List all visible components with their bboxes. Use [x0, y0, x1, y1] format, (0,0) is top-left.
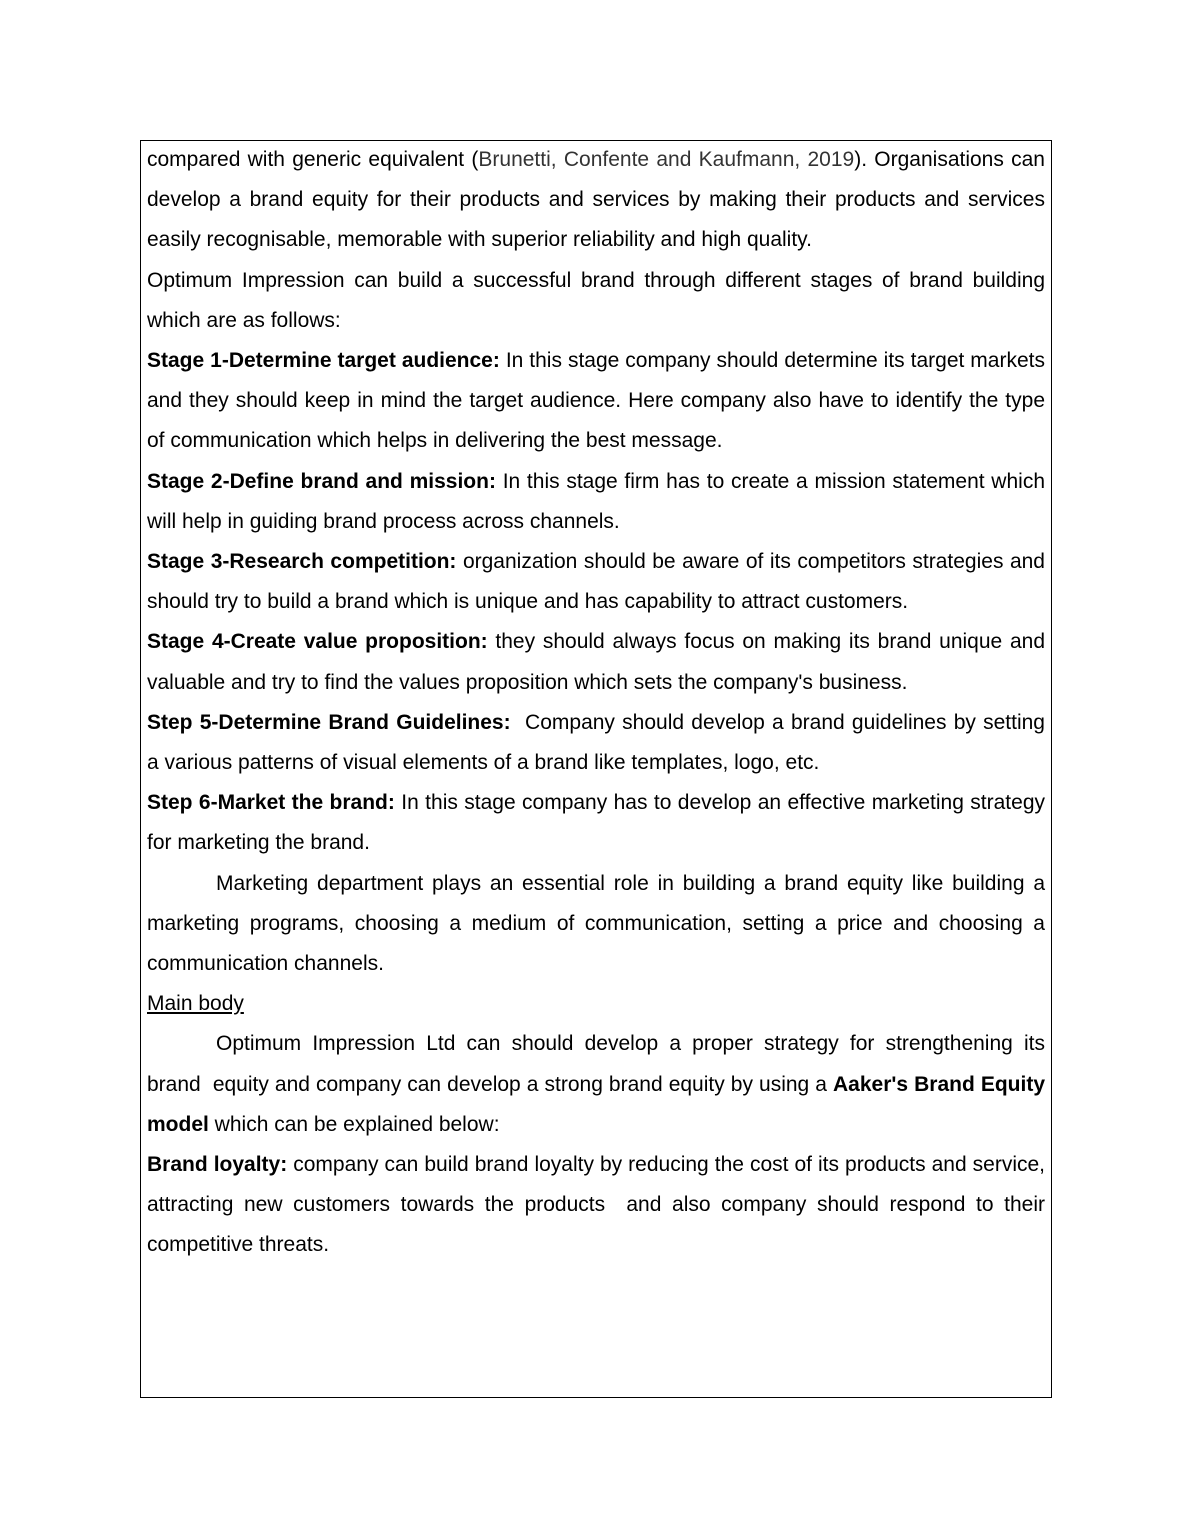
step-6-paragraph	[147, 783, 1045, 863]
paragraph-stages-intro: Optimum Impression can build a successful brand through different stages of brand building which are as follows:	[147, 268, 1045, 332]
step-6-label: Step 6-Market the brand:	[147, 791, 395, 815]
aaker-tail-text: which can be explained below:	[208, 1112, 500, 1136]
step-5-label: Step 5-Determine Brand Guidelines:	[147, 710, 511, 734]
paragraph-lead-text: compared with generic equivalent (	[147, 148, 479, 171]
stage-3-paragraph	[147, 542, 1045, 622]
brand-loyalty-label: Brand loyalty:	[147, 1153, 288, 1177]
main-body-heading	[147, 984, 1045, 1024]
stage-2-label: Stage 2-Define brand and mission:	[147, 469, 496, 493]
citation: Brunetti, Confente and Kaufmann, 2019	[478, 148, 855, 171]
stage-1-text: In this stage company should determine its target markets and they should keep in mind the target audience. Here company also have to identify the type of communication which helps in delivering the best message.	[147, 349, 1045, 453]
stage-3-label: Stage 3-Research competition:	[147, 550, 457, 574]
step-5-text: Company should develop a brand guidelines by setting a various patterns of visual elements of a brand like templates, logo, etc.	[147, 710, 1051, 775]
stage-2-paragraph	[147, 462, 1045, 542]
brand-loyalty-text: company can build brand loyalty by reducing the cost of its products and service, attracting new customers towards the products and also company should respond to their competitive threats.	[147, 1153, 1051, 1257]
paragraph-marketing-department: Marketing department plays an essential role in building a brand equity like building a marketing programs, choosing a medium of communication, setting a price and choosing a communication channels.	[147, 871, 1045, 976]
main-body-heading-text: Main body	[147, 992, 244, 1016]
stage-1-label: Stage 1-Determine target audience:	[147, 349, 500, 373]
stage-4-label: Stage 4-Create value proposition:	[147, 630, 488, 654]
stage-2-text: In this stage firm has to create a mission statement which will help in guiding brand process across channels.	[147, 469, 1045, 533]
paragraph-aaker-intro	[147, 1024, 1051, 1145]
step-5-paragraph	[147, 703, 1051, 783]
stage-3-text: organization should be aware of its competitors strategies and should try to build a brand which is unique and has capability to attract customers.	[147, 550, 1045, 614]
paragraph-tail-text: ). Organisations can develop a brand equity for their products and services by making their products and services easily recognisable, memorable with superior reliability and high quality.	[147, 148, 1045, 252]
text-frame	[140, 140, 1052, 1398]
paragraph-brand-equity-definition	[147, 140, 1045, 261]
aaker-model-name: Aaker's Brand Equity model	[147, 1072, 1051, 1136]
stage-4-text: they should always focus on making its brand unique and valuable and try to find the values proposition which sets the company's business.	[147, 630, 1045, 694]
aaker-lead-text: Optimum Impression Ltd can should develop a proper strategy for strengthening its brand equity and company can develop a strong brand equity by using a	[147, 1032, 1051, 1096]
step-6-text: In this stage company has to develop an effective marketing strategy for marketing the brand.	[147, 791, 1045, 855]
stage-4-paragraph	[147, 622, 1045, 702]
stage-1-paragraph	[147, 341, 1045, 462]
brand-loyalty-paragraph	[147, 1145, 1051, 1266]
